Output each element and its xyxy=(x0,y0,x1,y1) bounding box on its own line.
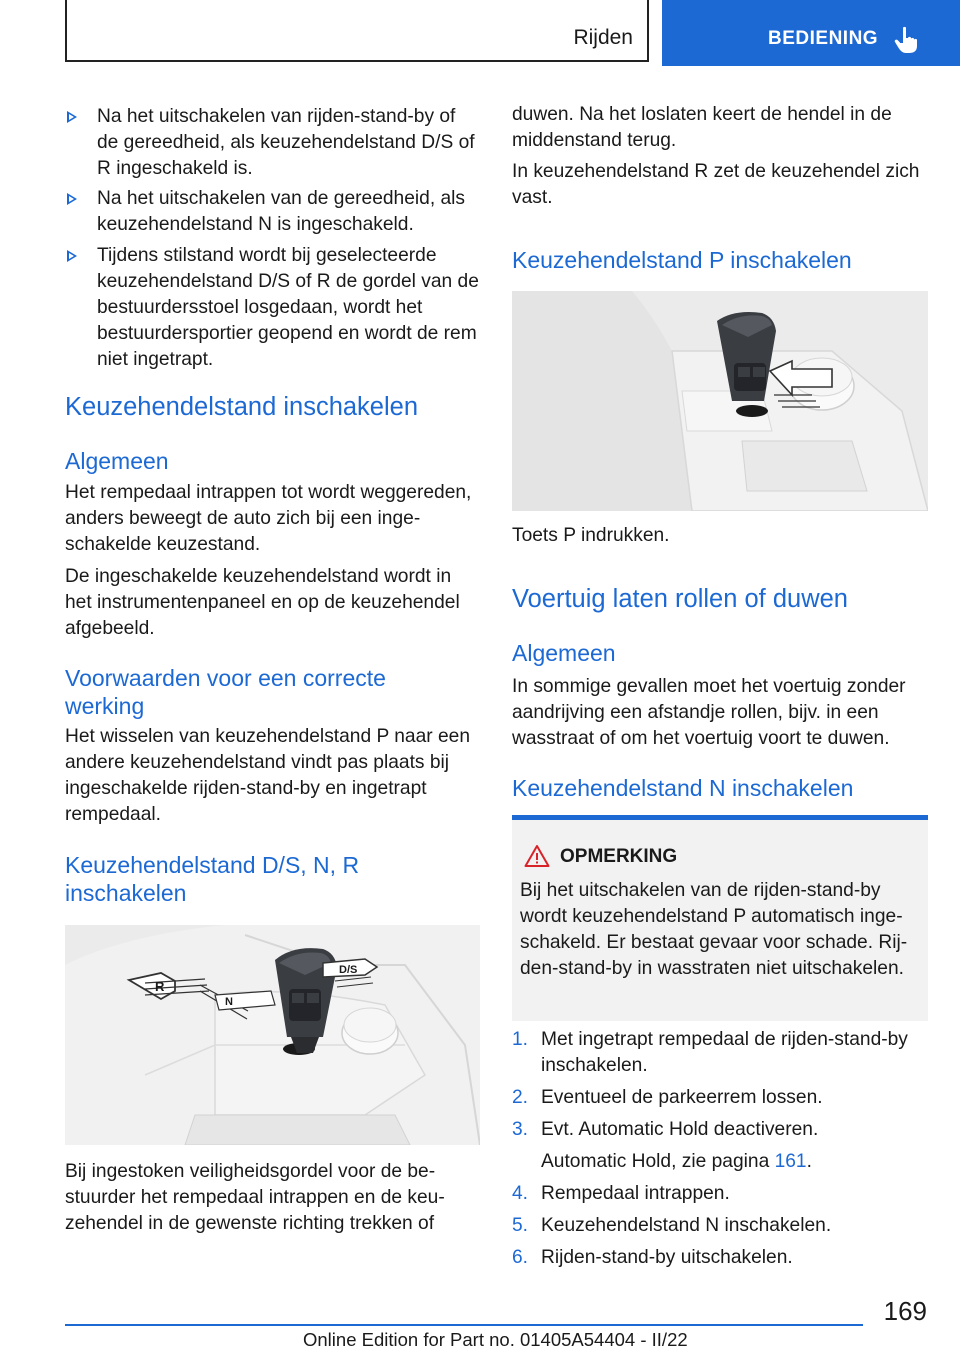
list-item-text: Na het uitschakelen van rijden-stand-by of de gereedheid, als keuzehendelstand D/S of R ingeschakeld is. xyxy=(97,106,475,179)
step-text: Met ingetrapt rempedaal de rijden-stand-by inschakelen. xyxy=(541,1029,908,1076)
header-section-title: Rijden xyxy=(573,26,633,49)
step-number: 5. xyxy=(512,1215,529,1236)
list-item-text: Na het uitschakelen van de gereedheid, als keuzehendelstand N is ingeschakeld. xyxy=(97,188,466,235)
subsection-heading: Keuzehendelstand N inschakelen xyxy=(512,775,854,801)
subsection-heading: Keuzehendelstand P inschakelen xyxy=(512,247,852,273)
park-drawing xyxy=(512,291,928,511)
note-title: OPMERKING xyxy=(560,846,678,867)
gear-selector-illustration xyxy=(65,925,480,1145)
warning-note xyxy=(512,815,928,1021)
step-text: Rijden-stand-by uitschakelen. xyxy=(541,1247,793,1268)
section-heading: Voertuig laten rollen of duwen xyxy=(512,585,848,613)
list-item-text: Tijdens stilstand wordt bij geselecteerde keuzehendelstand D/S of R de gordel van de bestuurdersstoel losgedaan, wordt het bestuurdersportier geopend en wordt de rem niet ingetrapt. xyxy=(97,245,479,370)
list-item xyxy=(512,1117,932,1143)
paragraph: Bij ingestoken veiligheidsgordel voor de bestuurder het rempedaal intrappen en de keuzehendel in de gewenste richting trekken of xyxy=(65,1161,445,1234)
paragraph: Het wisselen van keuzehendelstand P naar een andere keuzehendelstand vindt pas plaats bij ingeschakelde rijden-stand-by en ingetrapt rempedaal. xyxy=(65,726,470,825)
step-text: Eventueel de parkeerrem lossen. xyxy=(541,1087,823,1108)
list-item xyxy=(65,186,480,238)
bullet-triangle-icon xyxy=(67,193,77,205)
step-text: Rempedaal intrappen. xyxy=(541,1183,730,1204)
warning-triangle-icon xyxy=(524,844,550,868)
subsection-heading: Voorwaarden voor een correcte werking xyxy=(65,665,386,719)
paragraph: De ingeschakelde keuzehendelstand wordt in het instrumentenpaneel en op de keuzehendel afgebeeld. xyxy=(65,566,460,639)
paragraph: Het rempedaal intrappen tot wordt weggereden, anders beweegt de auto zich bij een ingeschakelde keuzestand. xyxy=(65,482,472,555)
list-item xyxy=(512,1181,932,1207)
selector-drawing xyxy=(65,925,480,1145)
step-number: 4. xyxy=(512,1183,529,1204)
direction-label-ds: D/S xyxy=(339,964,358,976)
footer-divider xyxy=(65,1324,863,1326)
subsection-heading: Algemeen xyxy=(512,640,616,666)
park-button-illustration xyxy=(512,291,928,511)
subsection-heading: Algemeen xyxy=(65,448,169,474)
list-item xyxy=(65,104,480,182)
list-item xyxy=(512,1213,932,1239)
note-body: Bij het uitschakelen van de rijden-stand-by wordt keuzehendelstand P automatisch ingeschakeld. Er bestaat gevaar voor schade. Rijden-stand-by in wasstraten niet uitschakelen. xyxy=(520,880,908,979)
list-item xyxy=(512,1027,932,1079)
list-item xyxy=(65,243,480,373)
step-number: 6. xyxy=(512,1247,529,1268)
paragraph: In sommige gevallen moet het voertuig zonder aandrijving een afstandje rollen, bijv. in een wasstraat of om het voertuig voort te duwen. xyxy=(512,676,906,749)
paragraph: duwen. Na het loslaten keert de hendel in de middenstand terug. xyxy=(512,104,892,151)
step-number: 1. xyxy=(512,1029,529,1050)
page-number: 169 xyxy=(883,1296,927,1326)
section-heading: Keuzehendelstand inschakelen xyxy=(65,393,419,421)
subsection-heading: Keuzehendelstand D/S, N, R inschakelen xyxy=(65,852,360,906)
step-number: 3. xyxy=(512,1119,529,1140)
step-text: Keuzehendelstand N inschakelen. xyxy=(541,1215,832,1236)
step-number: 2. xyxy=(512,1087,529,1108)
pointing-hand-icon xyxy=(894,26,920,54)
header-chapter-title: BEDIENING xyxy=(768,28,879,49)
edition-footer: Online Edition for Part no. 01405A54404 - II/22 xyxy=(303,1329,688,1350)
list-item xyxy=(512,1245,932,1271)
header-section-box xyxy=(65,0,649,62)
direction-label-n: N xyxy=(225,996,233,1008)
cross-reference-text: Automatic Hold, zie pagina xyxy=(541,1151,770,1172)
bullet-triangle-icon xyxy=(67,111,77,123)
list-item xyxy=(512,1085,932,1111)
paragraph: Toets P indrukken. xyxy=(512,525,670,546)
direction-label-r: R xyxy=(155,979,165,994)
paragraph: In keuzehendelstand R zet de keuzehendel zich vast. xyxy=(512,161,920,208)
page-link[interactable]: 161 xyxy=(774,1151,807,1172)
bullet-triangle-icon xyxy=(67,250,77,262)
step-text: Evt. Automatic Hold deactiveren. xyxy=(541,1119,819,1140)
header-chapter-tab[interactable] xyxy=(662,0,960,66)
cross-reference-end: . xyxy=(806,1151,812,1172)
step-sub-paragraph xyxy=(541,1149,931,1175)
